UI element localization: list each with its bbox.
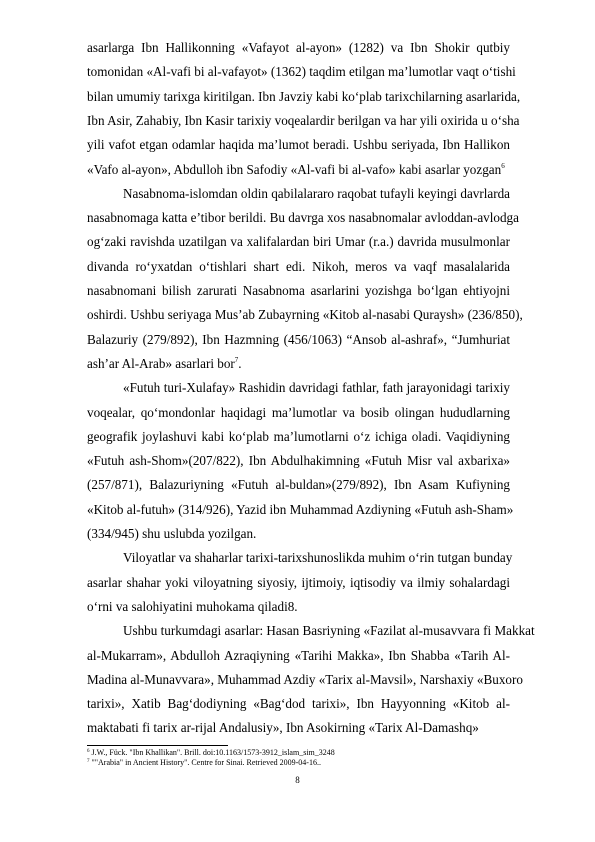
text-line: asarlar shahar yoki viloyatning siyosiy, ijtimoiy, iqtisodiy va ilmiy sohalardagi xyxy=(87,574,510,590)
text-line: Nasabnoma-islomdan oldin qabilalararo raqobat tufayli keyingi davrlarda xyxy=(123,185,510,201)
footnote-separator xyxy=(87,745,228,746)
text-line: maktabati fi tarix ar-rijal Andalusiy», Ibn Asokirning «Tarix Al-Damashq» xyxy=(87,720,479,736)
text-line: «Kitob al-futuh» (314/926), Yazid ibn Muhammad Azdiyning «Futuh ash-Sham» xyxy=(87,501,514,517)
footnote: $^7$ ""Arabia" in Ancient History". Centre for Sinai. Retrieved 2009-04-16.. xyxy=(87,758,321,767)
text-line: al-Mukarram», Abdulloh Azraqiyning «Tarihi Makka», Ibn Shabba «Tarih Al- xyxy=(87,647,510,663)
footnote: $^6$ J.W., Fück. "Ibn Khallikan". Brill. doi:10.1163/1573-3912_islam_sim_3248 xyxy=(87,748,335,757)
text-line: o‘rni va salohiyatini muhokama qiladi8. xyxy=(87,598,298,614)
text-line: Viloyatlar va shaharlar tarixi-tarixshunoslikda muhim o‘rin tutgan bunday xyxy=(123,550,513,566)
footnote-ref: 6 xyxy=(501,161,505,170)
text-line: tarixi», Xatib Bag‘dodiyning «Bag‘dod tarixi», Ibn Hayyonning «Kitob al- xyxy=(87,696,510,712)
page-number: 8 xyxy=(295,775,300,785)
text-line: nasabnomani bilish zarurati Nasabnoma asarlarini yozishga bo‘lgan ehtiyojni xyxy=(87,283,510,298)
text-line: ash’ar Al-Arab» asarlari bor$^7$. xyxy=(87,355,242,371)
text-line: yili vafot etgan odamlar haqida ma’lumot beradi. Ushbu seriyada, Ibn Hallikon xyxy=(87,137,510,153)
text-line: og‘zaki ravishda uzatilgan va xalifalardan biri Umar (r.a.) davrida musulmonlar xyxy=(87,234,510,250)
text-line: (334/945) shu uslubda yozilgan. xyxy=(87,526,257,541)
text-line: Ibn Asir, Zahabiy, Ibn Kasir tarixiy voqealardir berilgan va har yili oxirida u o‘sha xyxy=(87,112,520,128)
text-line: voqealar, qo‘mondonlar haqidagi ma’lumotlar va bosib olingan hududlarning xyxy=(87,404,510,420)
text-line: Ushbu turkumdagi asarlar: Hasan Basriyning «Fazilat al-musavvara fi Makkat xyxy=(123,623,535,639)
text-line: nasabnomaga katta e’tibor berildi. Bu davrga xos nasabnomalar avloddan-avlodga xyxy=(87,210,519,226)
text-line: Balazuriy (279/892), Ibn Hazmning (456/1063) “Ansob al-ashraf», “Jumhuriat xyxy=(87,331,510,347)
text-line: asarlarga Ibn Hallikonning «Vafayot al-ayon» (1282) va Ibn Shokir qutbiy xyxy=(87,40,510,55)
text-line: divanda ro‘yxatdan o‘tishlari shart edi. Nikoh, meros va vaqf masalalarida xyxy=(87,258,510,274)
text-line: «Futuh turi-Xulafay» Rashidin davridagi fathlar, fath jarayonidagi tarixiy xyxy=(123,380,510,396)
text-line: «Futuh ash-Shom»(207/822), Ibn Abdulhakimning «Futuh Misr val axbarixa» xyxy=(87,453,510,469)
text-line: «Vafo al-ayon», Abdulloh ibn Safodiy «Al-vafi bi al-vafo» kabi asarlar yozgan$^6$ xyxy=(87,161,505,177)
text-line: Madina al-Munavvara», Muhammad Azdiy «Tarix al-Mavsil», Narshaxiy «Buxoro xyxy=(87,671,523,687)
text-line: bilan umumiy tarixga kiritilgan. Ibn Javziy kabi ko‘plab tarixchilarning asarlarida, xyxy=(87,88,521,104)
text-line: (257/871), Balazuriyning «Futuh al-buldan»(279/892), Ibn Asam Kufiyning xyxy=(87,477,510,493)
text-line: tomonidan «Al-vafi bi al-vafayot» (1362) taqdim etilgan ma’lumotlar vaqt o‘tishi xyxy=(87,64,516,80)
text-line: geografik joylashuvi kabi ko‘plab ma’lumotlarni o‘z ichiga oladi. Vaqidiyning xyxy=(87,428,510,444)
text-line: oshirdi. Ushbu seriyaga Mus’ab Zubayrning «Kitob al-nasabi Quraysh» (236/850), xyxy=(87,307,523,323)
footnote-ref: 7 xyxy=(234,355,239,364)
